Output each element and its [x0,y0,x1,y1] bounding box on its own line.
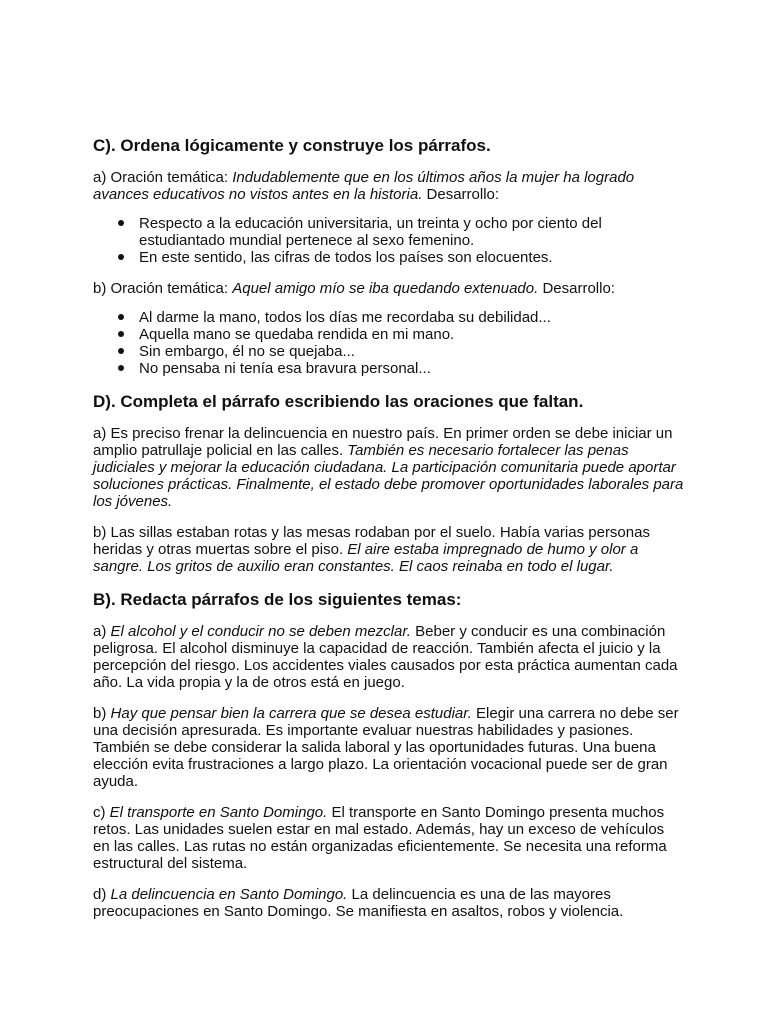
list-item-text: En este sentido, las cifras de todos los países son elocuentes. [139,249,553,266]
section-b-c-paragraph [93,804,685,872]
section-c-b-topic: Aquel amigo mío se iba quedando extenuado. [232,280,539,297]
paragraph-topic: El transporte en Santo Domingo. [109,804,328,821]
paragraph-body: El transporte en Santo Domingo presenta muchos retos. Las unidades suelen estar en mal estado. Además, hay un exceso de vehículos en las calles. Las rutas no están organizadas eficientemente. Se necesita una reforma estructural del sistema. [93,804,667,872]
paragraph-prefix: d) [93,886,111,903]
section-b-a-paragraph [93,623,685,691]
paragraph-body: La delincuencia es una de las mayores preocupaciones en Santo Domingo. Se manifiesta en asaltos, robos y violencia. [93,886,624,920]
section-b [93,589,685,920]
section-d-b-italic: El aire estaba impregnado de humo y olor a sangre. Los gritos de auxilio eran constantes. El caos reinaba en todo el lugar. [93,541,639,575]
list-item-text: Sin embargo, él no se quejaba... [139,343,355,360]
section-c-b-paragraph [93,280,685,297]
section-c-heading: C). Ordena lógicamente y construye los párrafos. [93,136,491,155]
list-item-text: No pensaba ni tenía esa bravura personal... [139,360,431,377]
bullet-icon [115,326,127,343]
section-c-b-list [93,309,685,377]
section-c [93,135,685,377]
section-d-a-italic: También es necesario fortalecer las penas judiciales y mejorar la educación ciudadana. La participación comunitaria puede aportar soluciones prácticas. Finalmente, el estado debe promover oportunidades laborales para los jóvenes. [93,442,684,510]
section-c-a-label: a) Oración temática: [93,169,233,186]
paragraph-prefix: b) [93,705,111,722]
section-d-b-paragraph [93,524,685,575]
section-c-b-label: b) Oración temática: [93,280,233,297]
bullet-icon [115,360,127,377]
section-c-a-paragraph [93,169,685,203]
section-c-a-after: Desarrollo: [422,186,500,203]
section-d [93,391,685,575]
section-b-d-paragraph [93,886,685,920]
paragraph-body: Elegir una carrera no debe ser una decisión apresurada. Es importante evaluar nuestras habilidades y pasiones. También se debe considerar la salida laboral y las oportunidades futuras. Una buena elección evita frustraciones a largo plazo. La orientación vocacional puede ser de gran ayuda. [93,705,679,790]
section-d-a-paragraph [93,425,685,510]
paragraph-prefix: a) [93,623,111,640]
section-c-a-topic: Indudablemente que en los últimos años la mujer ha logrado avances educativos no vistos antes en la historia. [93,169,635,203]
list-item [93,215,685,249]
section-d-heading: D). Completa el párrafo escribiendo las oraciones que faltan. [93,392,584,411]
section-b-heading: B). Redacta párrafos de los siguientes temas: [93,590,462,609]
document-page [93,135,685,920]
list-item-text: Al darme la mano, todos los días me recordaba su debilidad... [139,309,551,326]
list-item-text: Aquella mano se quedaba rendida en mi mano. [139,326,455,343]
paragraph-prefix: c) [93,804,110,821]
paragraph-topic: El alcohol y el conducir no se deben mezclar. [110,623,411,640]
bullet-icon [115,343,127,360]
list-item [93,309,685,326]
list-item [93,326,685,343]
paragraph-topic: La delincuencia en Santo Domingo. [110,886,348,903]
list-item [93,249,685,266]
section-c-a-list [93,215,685,266]
section-b-b-paragraph [93,705,685,790]
paragraph-body: Beber y conducir es una combinación peligrosa. El alcohol disminuye la capacidad de reacción. También afecta el juicio y la percepción del riesgo. Los accidentes viales causados por esta práctica aumentan cada año. La vida propia y la de otros está en juego. [93,623,678,691]
list-item [93,343,685,360]
list-item [93,360,685,377]
section-d-a-plain: a) Es preciso frenar la delincuencia en nuestro país. En primer orden se debe iniciar un amplio patrullaje policial en las calles. [93,425,673,459]
section-d-b-plain: b) Las sillas estaban rotas y las mesas rodaban por el suelo. Había varias personas heridas y otras muertas sobre el piso. [93,524,650,558]
bullet-icon [115,215,127,232]
section-c-b-after: Desarrollo: [538,280,615,297]
bullet-icon [115,249,127,266]
list-item-text: Respecto a la educación universitaria, un treinta y ocho por ciento del estudiantado mundial pertenece al sexo femenino. [139,215,602,249]
paragraph-topic: Hay que pensar bien la carrera que se desea estudiar. [110,705,472,722]
bullet-icon [115,309,127,326]
